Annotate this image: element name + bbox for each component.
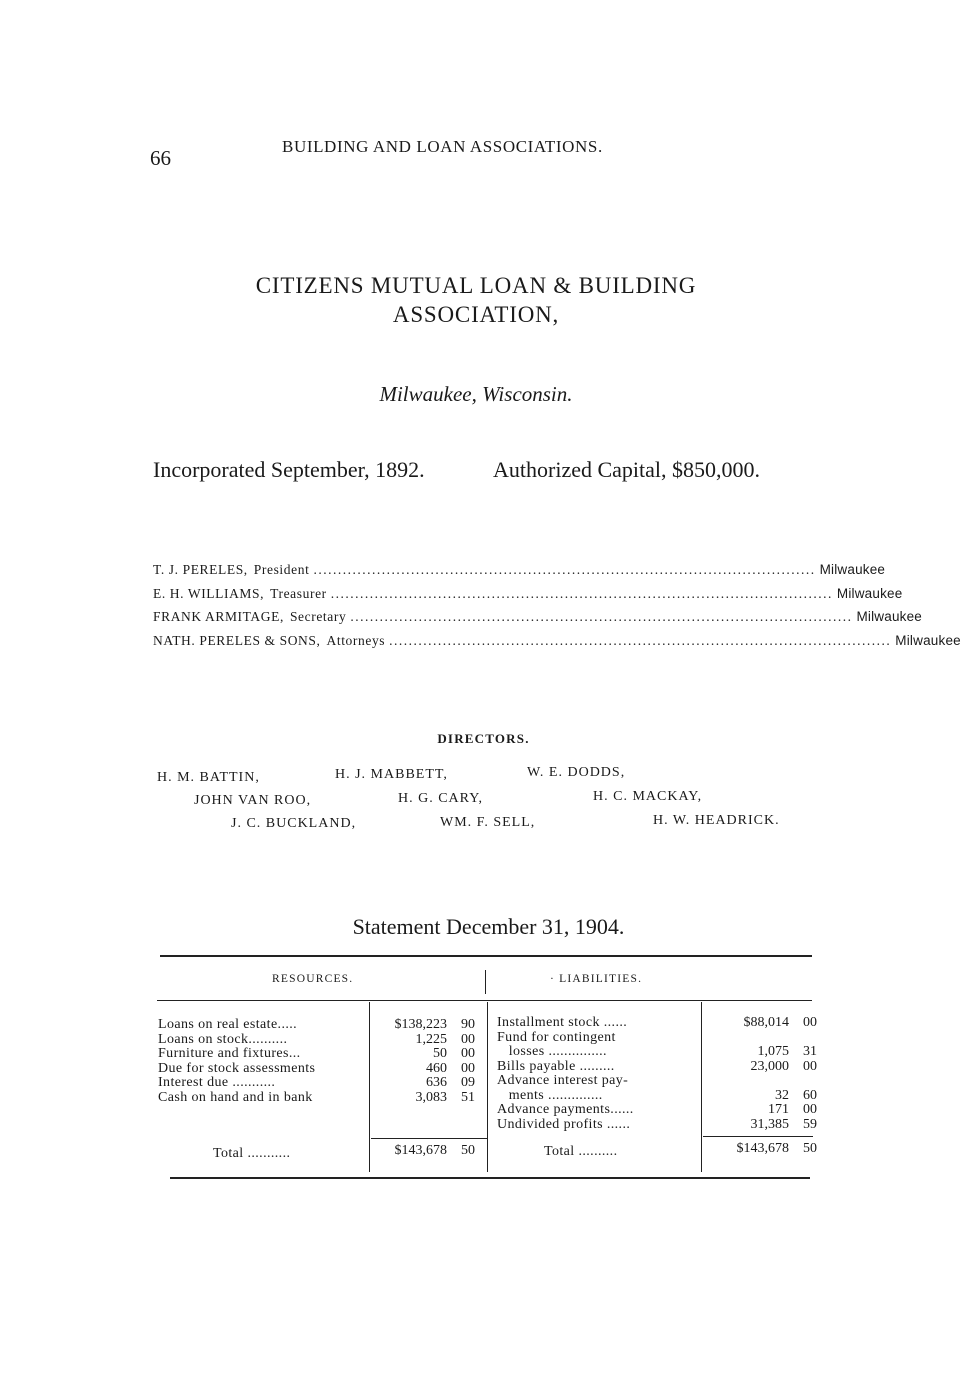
- director-name: H. M. BATTIN,: [157, 770, 260, 785]
- resource-label: Due for stock assessments: [158, 1060, 316, 1076]
- page-number: 66: [150, 146, 171, 170]
- resource-cents: 00: [461, 1046, 475, 1061]
- liabilities-cents: [793, 1016, 817, 1132]
- resource-label: Furniture and fixtures...: [158, 1046, 301, 1061]
- liability-label: Undivided profits ......: [497, 1116, 631, 1132]
- liability-label: Bills payable .........: [497, 1058, 615, 1074]
- liability-dollars: 31,385: [750, 1116, 789, 1132]
- liabilities-total-label: Total ..........: [544, 1144, 618, 1159]
- officer-row: [153, 562, 886, 586]
- association-name-line-2: ASSOCIATION,: [392, 302, 560, 327]
- director-name: H. C. MACKAY,: [593, 789, 703, 804]
- resource-dollars: 636: [426, 1075, 447, 1090]
- resource-cents: 00: [461, 1060, 475, 1076]
- director-name: JOHN VAN ROO,: [194, 793, 312, 808]
- resource-cents: 00: [461, 1031, 475, 1047]
- resources-cents: [451, 1018, 475, 1105]
- director-name: H. W. HEADRICK.: [653, 813, 780, 828]
- association-name-line-1: CITIZENS MUTUAL LOAN & BUILDING: [255, 273, 697, 298]
- resource-dollars: 460: [426, 1060, 447, 1076]
- dot-leader: .......................................................................................................: [350, 609, 853, 624]
- liability-label: ments ..............: [497, 1087, 603, 1103]
- officer-name: FRANK ARMITAGE,: [153, 609, 284, 624]
- director-name: H. G. CARY,: [398, 791, 484, 806]
- liability-dollars: [704, 1074, 789, 1089]
- officer-role: President: [253, 562, 310, 577]
- statement-title: Statement December 31, 1904.: [352, 914, 625, 939]
- officer-city: Milwaukee: [856, 609, 923, 624]
- center-divider: [487, 1002, 488, 1172]
- table-bottom-rule: [170, 1177, 810, 1179]
- officer-row: [153, 632, 961, 657]
- liability-label: Advance interest pay-: [497, 1073, 629, 1088]
- liability-dollars: [704, 1031, 789, 1046]
- director-name: WM. F. SELL,: [440, 815, 536, 830]
- liability-label: Fund for contingent: [497, 1029, 616, 1045]
- resource-dollars: $138,223: [394, 1017, 447, 1032]
- officer-role: Attorneys: [326, 632, 386, 648]
- liability-dollars: 171: [768, 1102, 789, 1117]
- incorporation-date: Incorporated September, 1892.: [153, 457, 425, 482]
- resources-heading: RESOURCES.: [272, 973, 354, 985]
- heading-bottom-rule: [157, 1000, 812, 1001]
- resource-label: Loans on real estate.....: [158, 1017, 298, 1032]
- liability-cents: 00: [803, 1102, 817, 1117]
- resources-labels: [158, 1018, 368, 1105]
- director-name: W. E. DODDS,: [527, 765, 626, 780]
- table-top-rule: [160, 955, 812, 957]
- liabilities-heading-text: LIABILITIES.: [559, 973, 643, 985]
- liabilities-heading: · LIABILITIES.: [550, 973, 643, 985]
- running-title: BUILDING AND LOAN ASSOCIATIONS.: [282, 137, 603, 156]
- liability-cents: [793, 1031, 817, 1046]
- liability-cents: 60: [803, 1087, 817, 1103]
- liabilities-total-dollars: $143,678: [736, 1141, 789, 1156]
- liability-cents: 00: [803, 1015, 817, 1030]
- liabilities-labels: [497, 1016, 699, 1132]
- resources-total-dollars: $143,678: [394, 1143, 447, 1158]
- officer-name: E. H. WILLIAMS,: [153, 585, 265, 601]
- resource-cents: 51: [461, 1089, 475, 1105]
- liabilities-amount-divider: [701, 1002, 702, 1172]
- liabilities-total-rule: [703, 1136, 813, 1137]
- resource-cents: 90: [461, 1017, 475, 1032]
- liability-label: Advance payments......: [497, 1102, 634, 1117]
- resource-dollars: 3,083: [415, 1089, 447, 1105]
- officer-name: NATH. PERELES & SONS,: [153, 632, 321, 648]
- director-name: J. C. BUCKLAND,: [231, 816, 357, 831]
- officer-city: Milwaukee: [819, 562, 886, 577]
- liability-dollars: 1,075: [757, 1044, 789, 1059]
- liability-cents: 00: [803, 1058, 817, 1074]
- liability-label: losses ...............: [497, 1044, 607, 1059]
- officer-row: [153, 585, 903, 610]
- resource-label: Loans on stock..........: [158, 1031, 288, 1047]
- dot-leader: .......................................................................................................: [389, 632, 892, 648]
- resources-total-rule: [371, 1138, 487, 1139]
- directors-heading: DIRECTORS.: [437, 731, 530, 746]
- director-name: H. J. MABBETT,: [335, 767, 448, 782]
- association-location: Milwaukee, Wisconsin.: [379, 382, 573, 406]
- resource-label: Cash on hand and in bank: [158, 1089, 313, 1105]
- resources-amount-divider: [369, 1002, 370, 1172]
- resource-dollars: 50: [433, 1046, 447, 1061]
- officer-role: Secretary: [289, 609, 347, 624]
- officer-role: Treasurer: [270, 585, 327, 601]
- officers-list: [153, 562, 961, 656]
- officer-city: Milwaukee: [895, 632, 961, 648]
- heading-divider: [485, 970, 486, 994]
- resources-total-cents: 50: [461, 1143, 475, 1158]
- resource-dollars: 1,225: [415, 1031, 447, 1047]
- association-name: [0, 271, 952, 329]
- officer-row: [153, 609, 923, 633]
- liability-dollars: 32: [775, 1087, 789, 1103]
- officer-city: Milwaukee: [836, 585, 903, 601]
- liability-cents: 31: [803, 1044, 817, 1059]
- resources-dollars: [372, 1018, 447, 1105]
- officer-name: T. J. PERELES,: [153, 562, 248, 577]
- liability-dollars: 23,000: [750, 1058, 789, 1074]
- liabilities-total-cents: 50: [803, 1141, 817, 1156]
- dot-leader: .......................................................................................................: [313, 562, 816, 577]
- liabilities-dollars: [704, 1016, 789, 1132]
- liability-cents: 59: [803, 1116, 817, 1132]
- resource-cents: 09: [461, 1075, 475, 1090]
- liability-label: Installment stock ......: [497, 1015, 628, 1030]
- dot-leader: .......................................................................................................: [330, 585, 833, 601]
- authorized-capital: Authorized Capital, $850,000.: [493, 457, 761, 482]
- resources-total-label: Total ...........: [213, 1146, 291, 1161]
- liability-cents: [793, 1074, 817, 1089]
- liability-dollars: $88,014: [743, 1015, 789, 1030]
- resource-label: Interest due ...........: [158, 1075, 276, 1090]
